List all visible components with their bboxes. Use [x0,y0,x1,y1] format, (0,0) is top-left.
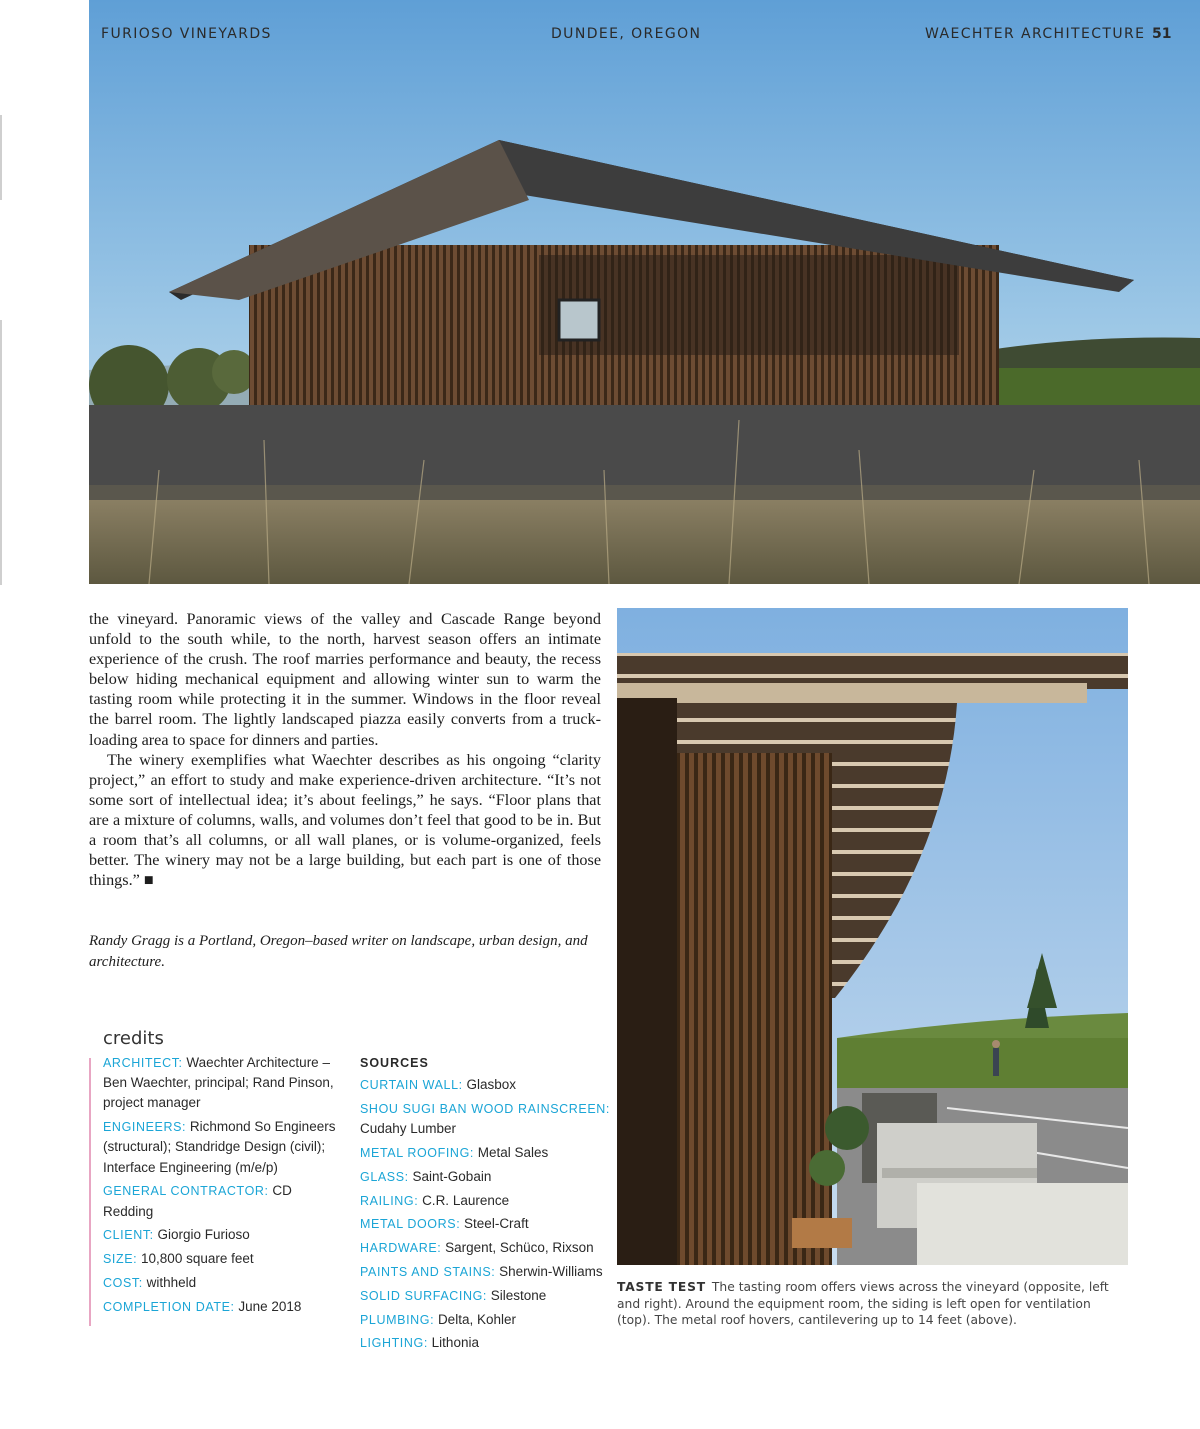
source-item [360,1075,610,1095]
source-item [360,1167,610,1187]
source-item [360,1286,610,1306]
sources-list [360,1053,610,1357]
credits-title: credits [103,1028,164,1049]
source-value: Saint-Gobain [412,1168,492,1184]
credit-item [103,1117,343,1178]
source-value: Glasbox [466,1077,517,1093]
page-number: 51 [1152,26,1172,42]
source-label: PLUMBING: [360,1312,435,1327]
source-label: PAINTS AND STAINS: [360,1264,496,1279]
running-head-center: DUNDEE, OREGON [551,26,702,42]
source-label: SHOU SUGI BAN WOOD RAINSCREEN: [360,1102,610,1116]
source-item [360,1099,610,1139]
credits-accent-rule [89,1058,91,1326]
credit-label: GENERAL CONTRACTOR: [103,1184,269,1199]
source-label: GLASS: [360,1169,409,1184]
credit-item [103,1053,343,1114]
photo-caption [617,1279,1115,1329]
page-edge-mark [0,320,2,585]
credit-label: COST: [103,1276,143,1290]
credit-value: CD Redding [103,1183,292,1219]
running-head-right: WAECHTER ARCHITECTURE [925,26,1146,42]
source-value: Metal Sales [477,1145,549,1160]
credit-label: ARCHITECT: [103,1056,183,1070]
body-paragraph: The winery exemplifies what Waechter describes as his ongoing “clarity project,” an effort to study and make experience-driven architecture. “It’s not some sort of intellectual idea; it’s about feelings,” he says. “Floor plans that are a mixture of columns, walls, and volumes don’t feel that good to be in. But a room that’s all columns, or all wall planes, or is volume-organized, feels better. The winery may not be a large building, but each part is one of those things.” ■ [89,750,601,890]
source-value: Lithonia [431,1335,479,1351]
credit-label: COMPLETION DATE: [103,1299,235,1314]
source-item [360,1310,610,1330]
credit-item [103,1297,343,1317]
caption-head: TASTE TEST [617,1280,706,1294]
source-label: HARDWARE: [360,1241,442,1256]
body-paragraph: the vineyard. Panoramic views of the valley and Cascade Range beyond unfold to the south while, to the north, harvest season offers an intimate experience of the crush. The roof marries performance and beauty, the recess below hiding mechanical equipment and allowing winter sun to warm the tasting room while protecting it in the summer. Windows in the floor reveal the barrel room. The lightly landscaped piazza easily converts from a truck-loading area to space for dinners and parties. [89,610,601,749]
credit-label: ENGINEERS: [103,1120,187,1135]
running-head-left: FURIOSO VINEYARDS [101,26,272,42]
source-item [360,1143,610,1163]
sources-title: SOURCES [360,1056,429,1070]
source-item [360,1191,610,1211]
credit-value: Waechter Architecture – Ben Waechter, principal; Rand Pinson, project manager [103,1055,334,1111]
source-label: SOLID SURFACING: [360,1288,487,1303]
source-value: Steel-Craft [464,1216,529,1232]
source-label: RAILING: [360,1193,419,1208]
credit-label: CLIENT: [103,1228,154,1243]
page-edge-mark [0,115,2,200]
source-value: Delta, Kohler [437,1311,516,1327]
credit-value: June 2018 [238,1298,302,1314]
credit-item [103,1181,343,1221]
credit-value: Giorgio Furioso [157,1227,250,1243]
source-value: C.R. Laurence [422,1192,510,1208]
credit-item [103,1249,343,1269]
source-item [360,1262,610,1282]
credit-label: SIZE: [103,1252,138,1267]
source-value: Cudahy Lumber [360,1121,457,1137]
source-label: METAL ROOFING: [360,1146,474,1160]
author-bio: Randy Gragg is a Portland, Oregon–based writer on landscape, urban design, and architecture. [89,933,588,970]
source-label: LIGHTING: [360,1336,428,1351]
credit-item [103,1225,343,1245]
credit-value: withheld [146,1275,197,1290]
winery-exterior-photo [89,0,1200,584]
source-item [360,1238,610,1258]
source-value: Silestone [490,1287,547,1303]
credit-item [103,1273,343,1293]
source-item [360,1214,610,1234]
cantilevered-roof-photo [617,608,1128,1265]
credit-value: Richmond So Engineers (structural); Standridge Design (civil); Interface Engineering (m/e/p) [103,1119,336,1175]
caption-text: The tasting room offers views across the vineyard (opposite, left and right). Around the equipment room, the siding is left open for ventilation (top). The metal roof hovers, cantilevering up to 14 feet (above). [617,1280,1109,1328]
source-item [360,1333,610,1353]
source-value: Sargent, Schüco, Rixson [445,1240,594,1256]
credits-list [103,1053,343,1321]
source-label: CURTAIN WALL: [360,1078,463,1093]
source-value: Sherwin-Williams [499,1263,603,1279]
source-label: METAL DOORS: [360,1217,461,1232]
credit-value: 10,800 square feet [141,1251,254,1267]
article-body [89,609,601,890]
